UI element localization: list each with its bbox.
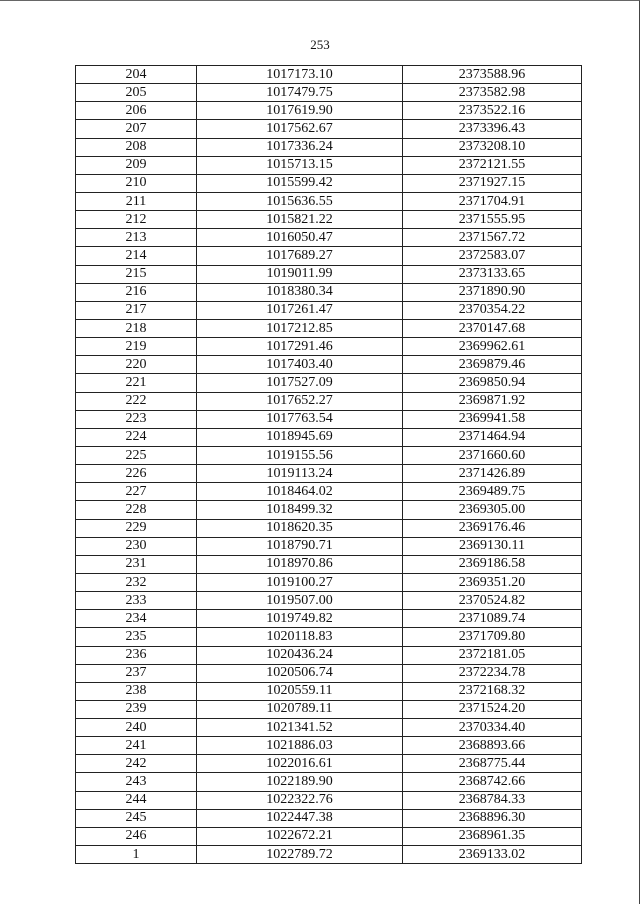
table-row	[76, 446, 582, 464]
x-coordinate-cell: 1015713.15	[197, 156, 403, 174]
y-coordinate-cell: 2371709.80	[403, 628, 582, 646]
y-coordinate-cell: 2368896.30	[403, 809, 582, 827]
point-number-cell: 230	[76, 537, 197, 555]
x-coordinate-cell: 1017212.85	[197, 319, 403, 337]
table-row	[76, 120, 582, 138]
x-coordinate-cell: 1017562.67	[197, 120, 403, 138]
x-coordinate-cell: 1015821.22	[197, 211, 403, 229]
y-coordinate-cell: 2371464.94	[403, 428, 582, 446]
y-coordinate-cell: 2370147.68	[403, 319, 582, 337]
table-row	[76, 102, 582, 120]
point-number-cell: 220	[76, 356, 197, 374]
x-coordinate-cell: 1017291.46	[197, 338, 403, 356]
y-coordinate-cell: 2371660.60	[403, 446, 582, 464]
y-coordinate-cell: 2371927.15	[403, 174, 582, 192]
point-number-cell: 210	[76, 174, 197, 192]
point-number-cell: 218	[76, 319, 197, 337]
x-coordinate-cell: 1016050.47	[197, 229, 403, 247]
table-body	[76, 66, 582, 864]
table-row	[76, 301, 582, 319]
table-row	[76, 519, 582, 537]
point-number-cell: 235	[76, 628, 197, 646]
point-number-cell: 243	[76, 773, 197, 791]
table-row	[76, 338, 582, 356]
y-coordinate-cell: 2368784.33	[403, 791, 582, 809]
x-coordinate-cell: 1017689.27	[197, 247, 403, 265]
y-coordinate-cell: 2369133.02	[403, 846, 582, 864]
x-coordinate-cell: 1022016.61	[197, 755, 403, 773]
y-coordinate-cell: 2369871.92	[403, 392, 582, 410]
y-coordinate-cell: 2372181.05	[403, 646, 582, 664]
table-row	[76, 791, 582, 809]
x-coordinate-cell: 1017652.27	[197, 392, 403, 410]
point-number-cell: 244	[76, 791, 197, 809]
point-number-cell: 231	[76, 555, 197, 573]
y-coordinate-cell: 2371704.91	[403, 192, 582, 210]
y-coordinate-cell: 2372121.55	[403, 156, 582, 174]
point-number-cell: 237	[76, 664, 197, 682]
y-coordinate-cell: 2371555.95	[403, 211, 582, 229]
table-row	[76, 283, 582, 301]
x-coordinate-cell: 1022322.76	[197, 791, 403, 809]
page-number: 253	[310, 37, 330, 52]
x-coordinate-cell: 1017763.54	[197, 410, 403, 428]
y-coordinate-cell: 2369879.46	[403, 356, 582, 374]
point-number-cell: 215	[76, 265, 197, 283]
table-row	[76, 138, 582, 156]
table-row	[76, 682, 582, 700]
x-coordinate-cell: 1019011.99	[197, 265, 403, 283]
point-number-cell: 246	[76, 827, 197, 845]
table-row	[76, 465, 582, 483]
table-row	[76, 737, 582, 755]
point-number-cell: 1	[76, 846, 197, 864]
point-number-cell: 219	[76, 338, 197, 356]
y-coordinate-cell: 2368775.44	[403, 755, 582, 773]
x-coordinate-cell: 1022189.90	[197, 773, 403, 791]
x-coordinate-cell: 1017403.40	[197, 356, 403, 374]
x-coordinate-cell: 1022789.72	[197, 846, 403, 864]
y-coordinate-cell: 2370334.40	[403, 719, 582, 737]
y-coordinate-cell: 2371426.89	[403, 465, 582, 483]
x-coordinate-cell: 1017479.75	[197, 84, 403, 102]
y-coordinate-cell: 2373133.65	[403, 265, 582, 283]
point-number-cell: 245	[76, 809, 197, 827]
table-row	[76, 84, 582, 102]
point-number-cell: 226	[76, 465, 197, 483]
table-row	[76, 192, 582, 210]
point-number-cell: 224	[76, 428, 197, 446]
point-number-cell: 236	[76, 646, 197, 664]
point-number-cell: 223	[76, 410, 197, 428]
table-row	[76, 809, 582, 827]
x-coordinate-cell: 1017527.09	[197, 374, 403, 392]
y-coordinate-cell: 2369489.75	[403, 483, 582, 501]
y-coordinate-cell: 2370524.82	[403, 592, 582, 610]
table-row	[76, 646, 582, 664]
table-row	[76, 555, 582, 573]
y-coordinate-cell: 2371089.74	[403, 610, 582, 628]
x-coordinate-cell: 1015599.42	[197, 174, 403, 192]
x-coordinate-cell: 1022447.38	[197, 809, 403, 827]
table-row	[76, 483, 582, 501]
point-number-cell: 239	[76, 700, 197, 718]
table-row	[76, 229, 582, 247]
point-number-cell: 225	[76, 446, 197, 464]
table-row	[76, 664, 582, 682]
point-number-cell: 227	[76, 483, 197, 501]
y-coordinate-cell: 2369305.00	[403, 501, 582, 519]
table-row	[76, 592, 582, 610]
point-number-cell: 221	[76, 374, 197, 392]
y-coordinate-cell: 2371890.90	[403, 283, 582, 301]
y-coordinate-cell: 2373588.96	[403, 66, 582, 84]
table-row	[76, 537, 582, 555]
y-coordinate-cell: 2373522.16	[403, 102, 582, 120]
y-coordinate-cell: 2369351.20	[403, 573, 582, 591]
table-row	[76, 247, 582, 265]
y-coordinate-cell: 2369941.58	[403, 410, 582, 428]
table-row	[76, 773, 582, 791]
table-row	[76, 174, 582, 192]
point-number-cell: 209	[76, 156, 197, 174]
y-coordinate-cell: 2371524.20	[403, 700, 582, 718]
table-row	[76, 610, 582, 628]
point-number-cell: 238	[76, 682, 197, 700]
point-number-cell: 208	[76, 138, 197, 156]
point-number-cell: 234	[76, 610, 197, 628]
point-number-cell: 212	[76, 211, 197, 229]
x-coordinate-cell: 1018380.34	[197, 283, 403, 301]
point-number-cell: 216	[76, 283, 197, 301]
point-number-cell: 205	[76, 84, 197, 102]
point-number-cell: 240	[76, 719, 197, 737]
x-coordinate-cell: 1018970.86	[197, 555, 403, 573]
x-coordinate-cell: 1017619.90	[197, 102, 403, 120]
point-number-cell: 207	[76, 120, 197, 138]
x-coordinate-cell: 1018464.02	[197, 483, 403, 501]
y-coordinate-cell: 2369176.46	[403, 519, 582, 537]
table-row	[76, 410, 582, 428]
x-coordinate-cell: 1017336.24	[197, 138, 403, 156]
point-number-cell: 213	[76, 229, 197, 247]
point-number-cell: 211	[76, 192, 197, 210]
table-row	[76, 156, 582, 174]
x-coordinate-cell: 1019507.00	[197, 592, 403, 610]
x-coordinate-cell: 1018790.71	[197, 537, 403, 555]
y-coordinate-cell: 2369850.94	[403, 374, 582, 392]
x-coordinate-cell: 1019113.24	[197, 465, 403, 483]
x-coordinate-cell: 1018499.32	[197, 501, 403, 519]
table-row	[76, 356, 582, 374]
table-row	[76, 501, 582, 519]
table-row	[76, 428, 582, 446]
table-row	[76, 755, 582, 773]
table-row	[76, 573, 582, 591]
x-coordinate-cell: 1020559.11	[197, 682, 403, 700]
x-coordinate-cell: 1019749.82	[197, 610, 403, 628]
table-row	[76, 265, 582, 283]
x-coordinate-cell: 1020506.74	[197, 664, 403, 682]
y-coordinate-cell: 2368742.66	[403, 773, 582, 791]
x-coordinate-cell: 1015636.55	[197, 192, 403, 210]
y-coordinate-cell: 2369130.11	[403, 537, 582, 555]
y-coordinate-cell: 2372234.78	[403, 664, 582, 682]
y-coordinate-cell: 2371567.72	[403, 229, 582, 247]
x-coordinate-cell: 1022672.21	[197, 827, 403, 845]
point-number-cell: 204	[76, 66, 197, 84]
table-row	[76, 211, 582, 229]
x-coordinate-cell: 1020789.11	[197, 700, 403, 718]
x-coordinate-cell: 1020118.83	[197, 628, 403, 646]
x-coordinate-cell: 1017261.47	[197, 301, 403, 319]
point-number-cell: 241	[76, 737, 197, 755]
x-coordinate-cell: 1020436.24	[197, 646, 403, 664]
point-number-cell: 222	[76, 392, 197, 410]
coordinates-table	[75, 65, 582, 864]
point-number-cell: 206	[76, 102, 197, 120]
point-number-cell: 232	[76, 573, 197, 591]
table-row	[76, 374, 582, 392]
table-row	[76, 700, 582, 718]
table-row	[76, 392, 582, 410]
y-coordinate-cell: 2369962.61	[403, 338, 582, 356]
point-number-cell: 217	[76, 301, 197, 319]
y-coordinate-cell: 2373396.43	[403, 120, 582, 138]
y-coordinate-cell: 2370354.22	[403, 301, 582, 319]
y-coordinate-cell: 2372168.32	[403, 682, 582, 700]
table-row	[76, 319, 582, 337]
x-coordinate-cell: 1019155.56	[197, 446, 403, 464]
y-coordinate-cell: 2368893.66	[403, 737, 582, 755]
y-coordinate-cell: 2373582.98	[403, 84, 582, 102]
y-coordinate-cell: 2369186.58	[403, 555, 582, 573]
x-coordinate-cell: 1018620.35	[197, 519, 403, 537]
x-coordinate-cell: 1018945.69	[197, 428, 403, 446]
table-row	[76, 628, 582, 646]
x-coordinate-cell: 1019100.27	[197, 573, 403, 591]
x-coordinate-cell: 1021886.03	[197, 737, 403, 755]
point-number-cell: 228	[76, 501, 197, 519]
y-coordinate-cell: 2368961.35	[403, 827, 582, 845]
y-coordinate-cell: 2373208.10	[403, 138, 582, 156]
table-row	[76, 719, 582, 737]
point-number-cell: 229	[76, 519, 197, 537]
point-number-cell: 242	[76, 755, 197, 773]
x-coordinate-cell: 1021341.52	[197, 719, 403, 737]
y-coordinate-cell: 2372583.07	[403, 247, 582, 265]
x-coordinate-cell: 1017173.10	[197, 66, 403, 84]
table-row	[76, 66, 582, 84]
table-row	[76, 846, 582, 864]
point-number-cell: 214	[76, 247, 197, 265]
point-number-cell: 233	[76, 592, 197, 610]
table-row	[76, 827, 582, 845]
